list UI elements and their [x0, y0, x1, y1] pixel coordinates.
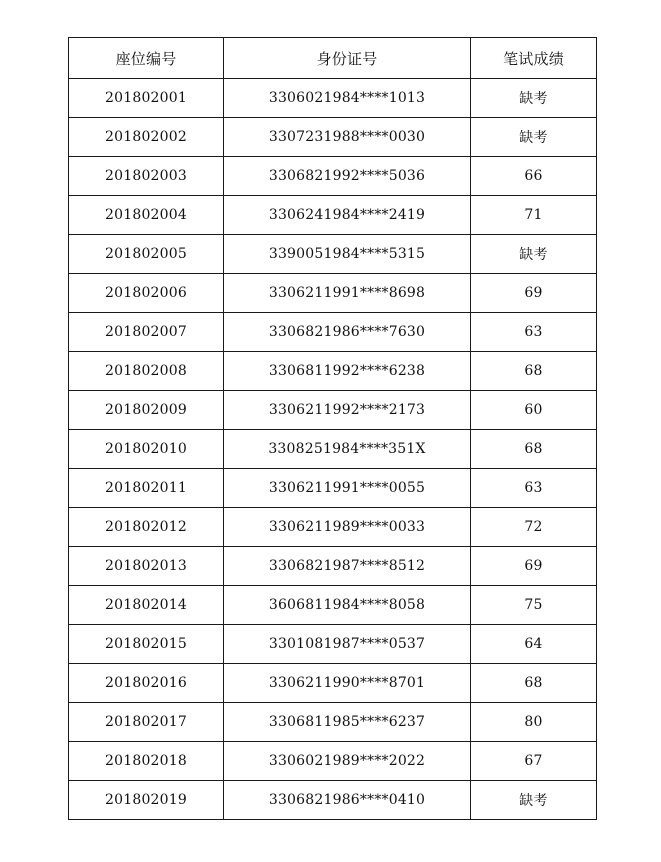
id-number-cell: 3306821992****5036	[224, 157, 471, 196]
written-score-cell: 80	[471, 703, 597, 742]
id-number-cell: 3606811984****8058	[224, 586, 471, 625]
written-score-cell: 68	[471, 430, 597, 469]
written-score-cell: 64	[471, 625, 597, 664]
table-body	[69, 79, 597, 820]
seat-number-cell: 201802002	[69, 118, 224, 157]
seat-number-cell: 201802007	[69, 313, 224, 352]
table-row	[69, 469, 597, 508]
seat-number-cell: 201802004	[69, 196, 224, 235]
written-score-cell: 75	[471, 586, 597, 625]
id-number-cell: 3301081987****0537	[224, 625, 471, 664]
table-row	[69, 508, 597, 547]
seat-number-cell: 201802018	[69, 742, 224, 781]
seat-number-cell: 201802010	[69, 430, 224, 469]
table-row	[69, 547, 597, 586]
table-row	[69, 79, 597, 118]
id-number-cell: 3306821986****7630	[224, 313, 471, 352]
seat-number-cell: 201802003	[69, 157, 224, 196]
table-row	[69, 586, 597, 625]
table-row	[69, 703, 597, 742]
id-number-cell: 3306821987****8512	[224, 547, 471, 586]
seat-number-cell: 201802017	[69, 703, 224, 742]
header-id-number: 身份证号	[224, 38, 471, 79]
written-score-cell: 69	[471, 274, 597, 313]
id-number-cell: 3306211989****0033	[224, 508, 471, 547]
written-score-cell: 68	[471, 664, 597, 703]
written-score-cell: 缺考	[471, 235, 597, 274]
seat-number-cell: 201802019	[69, 781, 224, 820]
table-row	[69, 274, 597, 313]
id-number-cell: 3307231988****0030	[224, 118, 471, 157]
id-number-cell: 3306211991****8698	[224, 274, 471, 313]
id-number-cell: 3306211991****0055	[224, 469, 471, 508]
written-score-cell: 缺考	[471, 79, 597, 118]
table-row	[69, 118, 597, 157]
written-score-cell: 63	[471, 313, 597, 352]
id-number-cell: 3306211990****8701	[224, 664, 471, 703]
written-score-cell: 67	[471, 742, 597, 781]
table-row	[69, 313, 597, 352]
id-number-cell: 3308251984****351X	[224, 430, 471, 469]
id-number-cell: 3306021989****2022	[224, 742, 471, 781]
id-number-cell: 3306241984****2419	[224, 196, 471, 235]
written-score-cell: 60	[471, 391, 597, 430]
seat-number-cell: 201802001	[69, 79, 224, 118]
table-header-row	[69, 38, 597, 79]
written-score-cell: 68	[471, 352, 597, 391]
written-score-cell: 63	[471, 469, 597, 508]
header-seat-number: 座位编号	[69, 38, 224, 79]
table-row	[69, 391, 597, 430]
id-number-cell: 3306811985****6237	[224, 703, 471, 742]
written-score-cell: 69	[471, 547, 597, 586]
id-number-cell: 3306811992****6238	[224, 352, 471, 391]
seat-number-cell: 201802015	[69, 625, 224, 664]
seat-number-cell: 201802013	[69, 547, 224, 586]
table-row	[69, 742, 597, 781]
id-number-cell: 3306211992****2173	[224, 391, 471, 430]
id-number-cell: 3306021984****1013	[224, 79, 471, 118]
seat-number-cell: 201802008	[69, 352, 224, 391]
seat-number-cell: 201802006	[69, 274, 224, 313]
seat-number-cell: 201802011	[69, 469, 224, 508]
written-score-cell: 72	[471, 508, 597, 547]
table-row	[69, 157, 597, 196]
table-row	[69, 235, 597, 274]
id-number-cell: 3306821986****0410	[224, 781, 471, 820]
seat-number-cell: 201802005	[69, 235, 224, 274]
seat-number-cell: 201802012	[69, 508, 224, 547]
table-row	[69, 781, 597, 820]
seat-number-cell: 201802009	[69, 391, 224, 430]
table-row	[69, 625, 597, 664]
exam-score-table	[68, 37, 597, 820]
seat-number-cell: 201802016	[69, 664, 224, 703]
written-score-cell: 66	[471, 157, 597, 196]
seat-number-cell: 201802014	[69, 586, 224, 625]
written-score-cell: 71	[471, 196, 597, 235]
table-row	[69, 352, 597, 391]
header-written-score: 笔试成绩	[471, 38, 597, 79]
id-number-cell: 3390051984****5315	[224, 235, 471, 274]
written-score-cell: 缺考	[471, 118, 597, 157]
written-score-cell: 缺考	[471, 781, 597, 820]
table-row	[69, 664, 597, 703]
table-row	[69, 430, 597, 469]
table-row	[69, 196, 597, 235]
